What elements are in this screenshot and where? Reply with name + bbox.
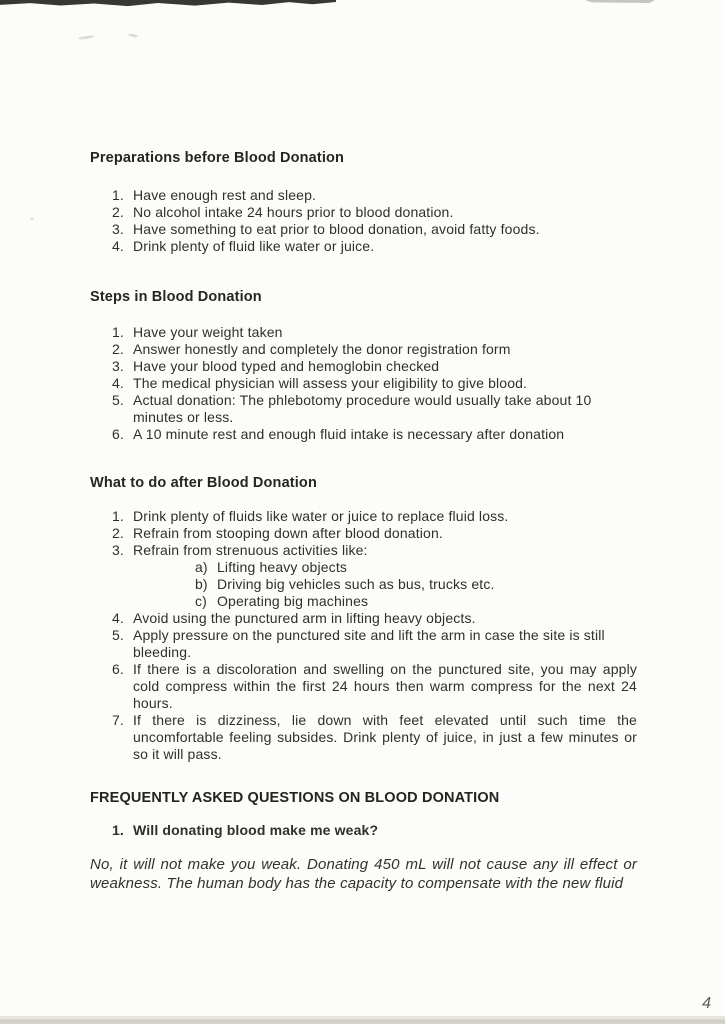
list-item [90, 661, 637, 712]
list-item [90, 187, 637, 204]
section-heading-preparations: Preparations before Blood Donation [90, 150, 345, 166]
item-text: Avoid using the punctured arm in lifting heavy objects. [133, 610, 476, 626]
sub-item-label: b) [195, 576, 208, 592]
scan-speck [30, 218, 34, 220]
list-item [90, 542, 637, 610]
item-text: Have enough rest and sleep. [133, 187, 317, 203]
sub-item-label: c) [195, 593, 207, 609]
item-text: Actual donation: The phlebotomy procedure would usually take about 10 minutes or less. [133, 392, 592, 425]
page-content [90, 150, 637, 893]
list-item [90, 341, 637, 358]
item-text: Refrain from stooping down after blood donation. [133, 525, 443, 541]
list-item [90, 712, 637, 763]
item-number: 4. [112, 610, 124, 626]
item-text: Apply pressure on the punctured site and lift the arm in case the site is still bleeding. [133, 627, 605, 660]
sub-list-item [195, 576, 637, 593]
item-text: A 10 minute rest and enough fluid intake is necessary after donation [133, 426, 565, 442]
item-text: If there is a discoloration and swelling on the punctured site, you may apply cold compress within the first 24 hours then warm compress for the next 24 hours. [133, 661, 637, 711]
item-text: Have your blood typed and hemoglobin checked [133, 358, 440, 374]
item-number: 4. [112, 375, 124, 391]
sub-list-item [195, 559, 637, 576]
list-item [90, 204, 637, 221]
sub-item-text: Operating big machines [217, 593, 369, 609]
item-number: 4. [112, 238, 124, 254]
list-item [90, 392, 637, 426]
faq-heading: FREQUENTLY ASKED QUESTIONS ON BLOOD DONATION [90, 790, 500, 806]
list-item [90, 221, 637, 238]
item-number: 6. [112, 426, 124, 442]
list-item [90, 610, 637, 627]
item-text: Have your weight taken [133, 324, 283, 340]
list-item [90, 426, 637, 443]
item-number: 1. [112, 324, 124, 340]
item-number: 5. [112, 627, 124, 643]
item-text: If there is dizziness, lie down with feet elevated until such time the uncomfortable feeling subsides. Drink plenty of juice, in just a few minutes or so it will pass. [133, 712, 637, 762]
scan-artifact-top-right [585, 0, 655, 3]
item-number: 3. [112, 221, 124, 237]
sub-item-text: Lifting heavy objects [217, 559, 348, 575]
question-text: Will donating blood make me weak? [133, 822, 379, 838]
item-number: 7. [112, 712, 124, 728]
scan-speck [78, 35, 94, 40]
faq-question [90, 822, 637, 839]
section-heading-steps: Steps in Blood Donation [90, 289, 262, 305]
item-text [133, 542, 637, 610]
list-item [90, 375, 637, 392]
scan-artifact-bottom-edge [0, 1016, 725, 1024]
item-number: 6. [112, 661, 124, 677]
item-text: Have something to eat prior to blood donation, avoid fatty foods. [133, 221, 540, 237]
faq-answer: No, it will not make you weak. Donating 450 mL will not cause any ill effect or weakness. The human body has the capacity to compensate with the new fluid [90, 856, 637, 892]
item-number: 1. [112, 187, 124, 203]
item-number: 2. [112, 525, 124, 541]
list-item [90, 525, 637, 542]
item-number: 5. [112, 392, 124, 408]
list-item [90, 508, 637, 525]
item-number: 3. [112, 542, 124, 558]
list-item [90, 324, 637, 341]
item-number: 1. [112, 508, 124, 524]
sub-item-text: Driving big vehicles such as bus, trucks etc. [217, 576, 495, 592]
item-number: 3. [112, 358, 124, 374]
scan-speck [128, 33, 138, 38]
steps-list [90, 324, 637, 443]
item-number: 2. [112, 204, 124, 220]
sub-item-label: a) [195, 559, 208, 575]
list-item [90, 238, 637, 255]
preparations-list [90, 187, 637, 255]
item-text: The medical physician will assess your eligibility to give blood. [133, 375, 528, 391]
question-number: 1. [112, 822, 124, 838]
item-number: 2. [112, 341, 124, 357]
section-heading-after: What to do after Blood Donation [90, 475, 317, 491]
page-number: 4 [702, 995, 711, 1012]
item-text: Answer honestly and completely the donor registration form [133, 341, 511, 357]
list-item [90, 627, 637, 661]
sub-list-item [195, 593, 637, 610]
list-item [90, 358, 637, 375]
item-text: Drink plenty of fluid like water or juice. [133, 238, 375, 254]
after-donation-list [90, 508, 637, 763]
item-text: Drink plenty of fluids like water or juice to replace fluid loss. [133, 508, 509, 524]
scan-artifact-top-edge [0, 0, 336, 7]
item-text-line: Refrain from strenuous activities like: [133, 542, 368, 558]
item-text: No alcohol intake 24 hours prior to blood donation. [133, 204, 454, 220]
